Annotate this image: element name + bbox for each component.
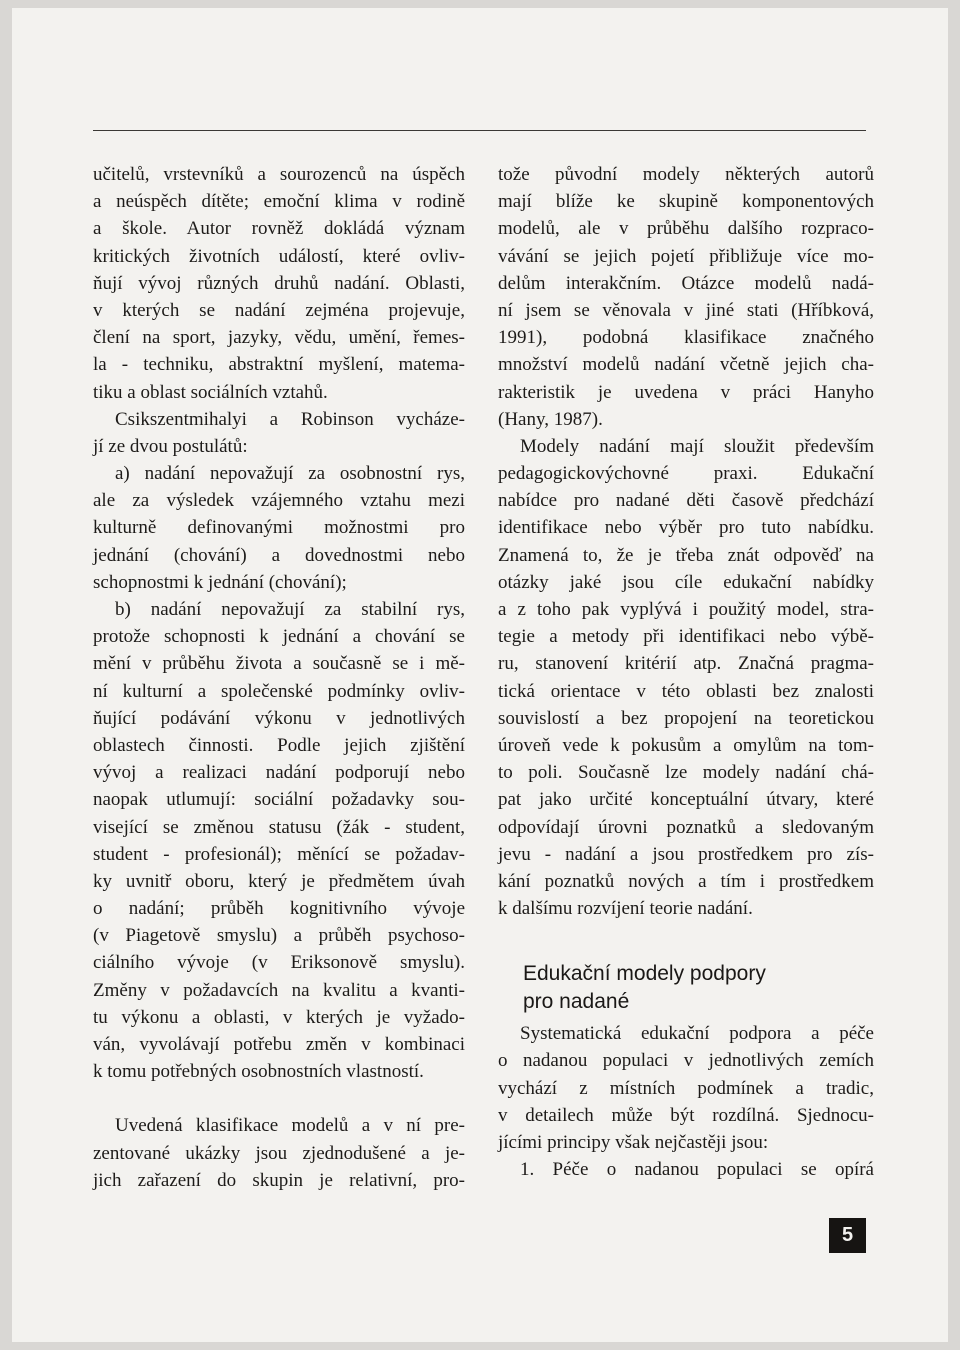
text-line: jevu - nadání a jsou prostředkem pro zís-	[498, 843, 874, 865]
text-line: ní kulturní a společenské podmínky ovliv-	[93, 680, 465, 702]
text-line: množství modelů nadání včetně jejich cha-	[498, 354, 874, 376]
text-line: nabídce pro nadané děti časově předchází	[498, 490, 874, 512]
text-line: tu výkonu a oblasti, v kterých je vyžado-	[93, 1006, 465, 1028]
text-line: ní jsem se věnovala v jiné stati (Hříbková,	[498, 299, 874, 321]
text-line: tegie a metody při identifikaci nebo výbě-	[498, 626, 874, 648]
text-line: schopnostmi k jednání (chování);	[93, 571, 347, 593]
text-line: Systematická edukační podpora a péče	[520, 1023, 874, 1045]
text-line: vývoj a realizaci nadání podporují nebo	[93, 762, 465, 784]
text-line: jícími principy však nejčastěji jsou:	[498, 1132, 769, 1153]
text-line: ru, stanovení kritérií atp. Značná pragma-	[498, 653, 874, 675]
text-line: Uvedená klasifikace modelů a v ní pre-	[115, 1115, 465, 1137]
text-line: vychází z místních podmínek a tradic,	[498, 1077, 874, 1099]
text-line: odpovídají úrovni poznatků a sledovaným	[498, 816, 874, 838]
text-line: v detailech může být rozdílná. Sjednocu-	[498, 1104, 874, 1126]
text-line: jich zařazení do skupin je relativní, pro-	[93, 1169, 465, 1191]
text-line: mění v průběhu života a současně se i mě-	[93, 653, 465, 675]
text-line: to poli. Současně lze modely nadání chá-	[498, 762, 874, 784]
text-line: la - techniku, abstraktní myšlení, matema-	[93, 354, 465, 376]
right-text-column	[498, 161, 874, 1183]
text-line: kulturně definovanými možnostmi pro	[93, 517, 465, 539]
text-line: naopak utlumují: sociální požadavky sou-	[93, 789, 465, 811]
text-line: modelů, ale v průběhu dalšího rozpraco-	[498, 218, 874, 240]
left-text-column	[93, 161, 465, 1194]
section-heading-line-1: Edukační modely podpory	[523, 962, 766, 986]
text-line: tická orientace v této oblasti bez znalosti	[498, 680, 874, 702]
text-line: vávání se jejich pojetí přibližuje více mo-	[498, 245, 874, 267]
text-line: student - profesionál); měnící se požadav-	[93, 843, 465, 865]
text-line: k tomu potřebných osobnostních vlastností.	[93, 1061, 424, 1083]
text-line: tiku a oblast sociálních vztahů.	[93, 381, 328, 403]
right-column-section-body	[498, 1020, 874, 1183]
text-line: ky uvnitř oboru, který je předmětem úvah	[93, 870, 465, 892]
text-line: Znamená to, že je třeba znát odpověď na	[498, 544, 874, 566]
paragraph-gap	[93, 1085, 465, 1112]
text-line: protože schopnosti k jednání a chování se	[93, 626, 465, 648]
text-line: úroveň vede k pokusům a omylům na tom-	[498, 734, 874, 756]
text-line: oblastech činnosti. Podle jejich zjištění	[93, 734, 465, 756]
text-line: o nadání; průběh kognitivního vývoje	[93, 898, 465, 920]
text-line: kání poznatků nových a tím i prostředkem	[498, 870, 874, 892]
section-heading-line-2: pro nadané	[523, 990, 630, 1014]
text-line: delům interakčním. Otázce modelů nadá-	[498, 272, 874, 294]
text-line: (Hany, 1987).	[498, 408, 603, 430]
text-line: a škole. Autor rovněž dokládá význam	[93, 218, 465, 240]
text-line: ňující podávání výkonu v jednotlivých	[93, 707, 465, 729]
text-line: k dalšímu rozvíjení teorie nadání.	[498, 898, 753, 920]
text-line: pedagogickovýchovné praxi. Edukační	[498, 463, 874, 485]
text-line: tože původní modely některých autorů	[498, 164, 874, 185]
text-line: ale za výsledek vzájemného vztahu mezi	[93, 490, 465, 512]
header-rule	[93, 130, 866, 131]
text-line: ciálního vývoje (v Eriksonově smyslu).	[93, 952, 465, 974]
text-line: v kterých se nadání zejména projevuje,	[93, 299, 465, 321]
text-line: a z toho pak vyplývá i použitý model, stra-	[498, 599, 874, 620]
text-line: a) nadání nepovažují za osobnostní rys,	[115, 463, 465, 485]
text-line: b) nadání nepovažují za stabilní rys,	[115, 599, 465, 620]
text-line: 1. Péče o nadanou populaci se opírá	[520, 1159, 874, 1181]
text-line: souvislostí a bez propojení na teoretickou	[498, 707, 874, 729]
text-line: (v Piagetově smyslu) a průběh psychoso-	[93, 925, 465, 947]
text-line: jednání (chování) a dovednostmi nebo	[93, 544, 465, 566]
text-line: Modely nadání mají sloužit především	[520, 435, 874, 457]
text-line: visející se změnou statusu (žák - student,	[93, 816, 465, 838]
text-line: a neúspěch dítěte; emoční klima v rodině	[93, 191, 465, 213]
text-line: ván, vyvolávají potřebu změn v kombinaci	[93, 1034, 465, 1055]
text-line: o nadanou populaci v jednotlivých zemích	[498, 1050, 874, 1072]
text-line: mají blíže ke skupině komponentových	[498, 191, 874, 213]
text-line: identifikace nebo výběr pro tuto nabídku.	[498, 517, 874, 539]
page-number: 5	[829, 1218, 866, 1253]
text-line: učitelů, vrstevníků a sourozenců na úspěch	[93, 164, 465, 185]
section-heading	[498, 960, 874, 1016]
text-line: ňují vývoj různých druhů nadání. Oblasti,	[93, 272, 465, 294]
text-line: jí ze dvou postulátů:	[93, 435, 248, 457]
text-line: rakteristik je uvedena v práci Hanyho	[498, 381, 874, 403]
text-line: Csikszentmihalyi a Robinson vycháze-	[115, 408, 465, 430]
text-line: člení na sport, jazyky, vědu, umění, řemes-	[93, 327, 465, 349]
right-column-paragraphs	[498, 161, 874, 922]
text-line: 1991), podobná klasifikace značného	[498, 327, 874, 349]
text-line: pat jako určité konceptuální útvary, které	[498, 789, 874, 811]
text-line: zentované ukázky jsou zjednodušené a je-	[93, 1142, 465, 1164]
text-line: kritických životních událostí, které ovliv-	[93, 245, 465, 267]
text-line: Změny v požadavcích na kvalitu a kvanti-	[93, 979, 465, 1001]
text-line: otázky jaké jsou cíle edukační nabídky	[498, 571, 874, 593]
